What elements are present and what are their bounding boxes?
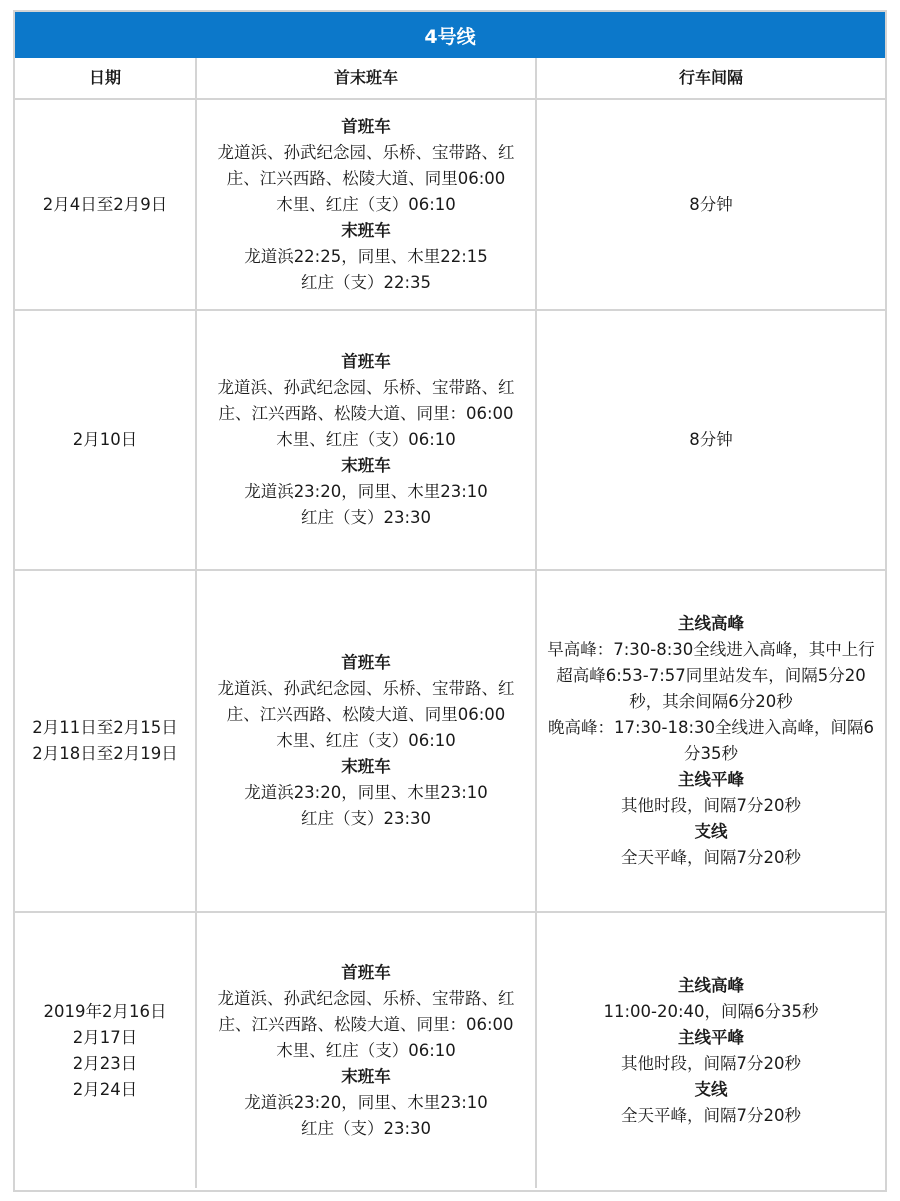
cell-heading: 首班车 <box>341 116 391 136</box>
schedule-table <box>15 58 885 1188</box>
cell-heading: 末班车 <box>341 1066 391 1086</box>
cell-text: 庄、江兴西路、松陵大道、同里：06:00 <box>218 1014 514 1034</box>
date-cell <box>15 310 196 570</box>
cell-text: 木里、红庄（支）06:10 <box>276 1040 456 1060</box>
cell-text: 早高峰：7:30-8:30全线进入高峰，其中上行 <box>547 640 875 659</box>
cell-text: 龙道浜23:20，同里、木里23:10 <box>244 482 488 501</box>
schedule-table-container <box>13 10 887 1192</box>
header-date: 日期 <box>15 58 196 99</box>
cell-text: 其他时段，间隔7分20秒 <box>621 796 801 815</box>
header-interval: 行车间隔 <box>536 58 885 99</box>
cell-text: 龙道浜23:20，同里、木里23:10 <box>244 783 488 802</box>
cell-text: 龙道浜、孙武纪念园、乐桥、宝带路、红 <box>217 679 515 698</box>
schedule-cell <box>196 99 536 310</box>
schedule-cell <box>196 310 536 570</box>
schedule-cell <box>196 912 536 1188</box>
table-row <box>15 310 885 570</box>
cell-heading: 支线 <box>694 822 728 841</box>
cell-text: 龙道浜、孙武纪念园、乐桥、宝带路、红 <box>217 378 515 397</box>
cell-heading: 首班车 <box>341 962 391 982</box>
cell-text: 庄、江兴西路、松陵大道、同里06:00 <box>226 168 506 188</box>
cell-heading: 末班车 <box>341 220 391 240</box>
header-schedule: 首末班车 <box>196 58 536 99</box>
cell-text: 2月24日 <box>72 1079 138 1099</box>
date-cell <box>15 912 196 1188</box>
table-row <box>15 912 885 1188</box>
cell-text: 8分钟 <box>689 430 733 449</box>
cell-text: 庄、江兴西路、松陵大道、同里：06:00 <box>218 404 514 423</box>
table-row <box>15 570 885 912</box>
cell-text: 木里、红庄（支）06:10 <box>276 430 456 449</box>
schedule-cell <box>196 570 536 912</box>
cell-text: 龙道浜23:20，同里、木里23:10 <box>244 1092 488 1112</box>
date-cell <box>15 570 196 912</box>
cell-text: 超高峰6:53-7:57同里站发车，间隔5分20 <box>556 666 866 685</box>
cell-text: 庄、江兴西路、松陵大道、同里06:00 <box>226 705 506 724</box>
table-title: 4号线 <box>15 12 885 58</box>
interval-cell <box>536 570 885 912</box>
cell-text: 2月10日 <box>72 430 138 449</box>
interval-cell <box>536 310 885 570</box>
cell-heading: 主线高峰 <box>678 614 744 633</box>
cell-text: 2月17日 <box>72 1027 138 1047</box>
cell-text: 全天平峰，间隔7分20秒 <box>621 1105 801 1125</box>
cell-heading: 主线平峰 <box>678 770 744 789</box>
cell-text: 红庄（支）23:30 <box>300 508 432 527</box>
cell-text: 分35秒 <box>684 744 738 763</box>
cell-heading: 首班车 <box>341 352 391 371</box>
cell-heading: 主线高峰 <box>678 975 744 995</box>
cell-heading: 末班车 <box>341 456 391 475</box>
interval-cell <box>536 912 885 1188</box>
cell-heading: 主线平峰 <box>678 1027 744 1047</box>
table-row <box>15 99 885 310</box>
cell-text: 龙道浜、孙武纪念园、乐桥、宝带路、红 <box>217 142 515 162</box>
interval-cell <box>536 99 885 310</box>
cell-heading: 末班车 <box>341 757 391 776</box>
cell-text: 2月18日至2月19日 <box>32 744 178 763</box>
cell-text: 龙道浜22:25，同里、木里22:15 <box>244 246 488 266</box>
cell-heading: 首班车 <box>341 653 391 672</box>
cell-text: 晚高峰：17:30-18:30全线进入高峰，间隔6 <box>547 718 875 737</box>
date-cell <box>15 99 196 310</box>
cell-text: 2月11日至2月15日 <box>32 718 178 737</box>
header-row <box>15 58 885 99</box>
cell-text: 其他时段，间隔7分20秒 <box>621 1053 801 1073</box>
cell-text: 全天平峰，间隔7分20秒 <box>621 848 801 867</box>
cell-text: 木里、红庄（支）06:10 <box>276 194 456 214</box>
cell-text: 红庄（支）23:30 <box>300 1118 432 1138</box>
cell-text: 龙道浜、孙武纪念园、乐桥、宝带路、红 <box>217 988 515 1008</box>
cell-text: 红庄（支）23:30 <box>300 809 432 828</box>
cell-text: 2月4日至2月9日 <box>42 194 168 214</box>
cell-text: 2019年2月16日 <box>43 1001 167 1021</box>
cell-text: 8分钟 <box>689 194 733 214</box>
cell-text: 秒，其余间隔6分20秒 <box>629 692 793 711</box>
cell-heading: 支线 <box>694 1079 728 1099</box>
cell-text: 红庄（支）22:35 <box>300 272 432 292</box>
cell-text: 木里、红庄（支）06:10 <box>276 731 456 750</box>
cell-text: 2月23日 <box>72 1053 138 1073</box>
cell-text: 11:00-20:40，间隔6分35秒 <box>603 1001 819 1021</box>
